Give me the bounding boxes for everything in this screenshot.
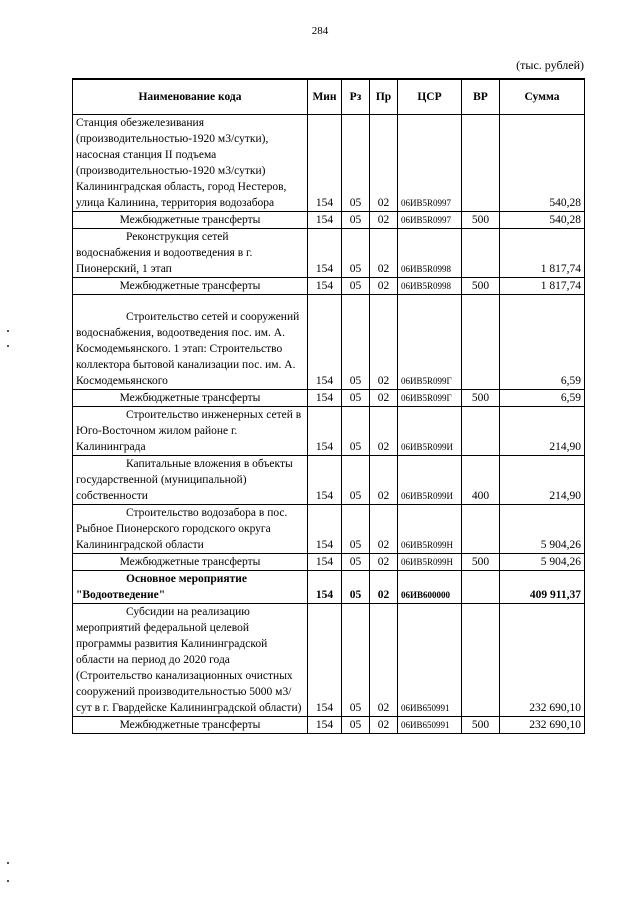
row-rz-cell: 05 [342,407,370,456]
margin-mark [7,880,9,882]
row-rz-cell: 05 [342,456,370,505]
table-row [73,390,585,407]
row-pr-cell: 02 [370,390,398,407]
row-name-cell: Межбюджетные трансферты [73,390,308,407]
row-name-cell: Строительство инженерных сетей в Юго-Восточном жилом районе г. Калининграда [73,407,308,456]
table-row [73,295,585,390]
row-name-cell: Строительство водозабора в пос. Рыбное Пионерского городского округа Калининградской области [73,505,308,554]
row-min-cell: 154 [308,407,342,456]
row-pr-cell: 02 [370,278,398,295]
row-min-cell: 154 [308,278,342,295]
row-vr-cell [462,229,500,278]
table-row [73,604,585,717]
header-pr: Пр [370,79,398,115]
row-csr-cell: 06ИВ5R0997 [398,212,462,229]
margin-mark [7,330,9,332]
row-csr-cell: 06ИВ5R0997 [398,115,462,212]
row-csr-cell: 06ИВ5R099И [398,407,462,456]
margin-mark [7,862,9,864]
row-name-cell: Станция обезжелезивания (производительностью-1920 м3/сутки), насосная станция II подъема (производительностью-1920 м3/сутки) Калининградская область, город Нестеров, улица Калинина, территория водозабора [73,115,308,212]
row-sum-cell: 5 904,26 [500,505,585,554]
row-pr-cell: 02 [370,295,398,390]
row-min-cell: 154 [308,456,342,505]
header-csr: ЦСР [398,79,462,115]
header-name: Наименование кода [73,79,308,115]
row-name-cell: Субсидии на реализацию мероприятий федеральной целевой программы развития Калининградской области на период до 2020 года (Строительство канализационных очистных сооружений производительностью 5000 м3/сут в г. Гвардейске Калининградской области) [73,604,308,717]
row-name-cell: Межбюджетные трансферты [73,278,308,295]
row-rz-cell: 05 [342,115,370,212]
row-rz-cell: 05 [342,295,370,390]
row-rz-cell: 05 [342,505,370,554]
page-number: 284 [311,25,329,37]
row-name-cell: Межбюджетные трансферты [73,554,308,571]
row-csr-cell: 06ИВ5R099Н [398,505,462,554]
row-csr-cell: 06ИВ5R099И [398,456,462,505]
table-row [73,407,585,456]
table-row [73,456,585,505]
row-pr-cell: 02 [370,456,398,505]
row-sum-cell: 6,59 [500,390,585,407]
row-sum-cell: 1 817,74 [500,229,585,278]
row-name-cell: Межбюджетные трансферты [73,717,308,734]
row-pr-cell: 02 [370,229,398,278]
row-sum-cell: 540,28 [500,212,585,229]
header-rz: Рз [342,79,370,115]
row-vr-cell: 400 [462,456,500,505]
margin-mark [7,345,9,347]
table-row [73,505,585,554]
row-sum-cell: 232 690,10 [500,604,585,717]
units-note: (тыс. рублей) [516,58,584,72]
row-name-cell: Реконструкция сетей водоснабжения и водоотведения в г. Пионерский, 1 этап [73,229,308,278]
row-name-cell: Основное мероприятие "Водоотведение" [73,571,308,604]
budget-table [72,78,585,734]
row-rz-cell: 05 [342,229,370,278]
table-row [73,571,585,604]
row-min-cell: 154 [308,505,342,554]
row-name-cell: Капитальные вложения в объекты государственной (муниципальной) собственности [73,456,308,505]
row-sum-cell: 214,90 [500,407,585,456]
row-sum-cell: 5 904,26 [500,554,585,571]
row-rz-cell: 05 [342,278,370,295]
row-pr-cell: 02 [370,212,398,229]
row-min-cell: 154 [308,717,342,734]
row-pr-cell: 02 [370,604,398,717]
row-rz-cell: 05 [342,212,370,229]
row-pr-cell: 02 [370,717,398,734]
row-sum-cell: 540,28 [500,115,585,212]
row-min-cell: 154 [308,554,342,571]
header-min: Мин [308,79,342,115]
row-csr-cell: 06ИВ600000 [398,571,462,604]
row-pr-cell: 02 [370,571,398,604]
row-min-cell: 154 [308,115,342,212]
row-sum-cell: 214,90 [500,456,585,505]
row-rz-cell: 05 [342,554,370,571]
table-row [73,212,585,229]
row-sum-cell: 409 911,37 [500,571,585,604]
row-min-cell: 154 [308,604,342,717]
row-min-cell: 154 [308,390,342,407]
row-csr-cell: 06ИВ5R099Н [398,554,462,571]
row-vr-cell [462,295,500,390]
row-vr-cell [462,505,500,554]
table-header-row [73,79,585,115]
row-csr-cell: 06ИВ5R099Г [398,295,462,390]
row-sum-cell: 232 690,10 [500,717,585,734]
row-vr-cell [462,115,500,212]
row-rz-cell: 05 [342,604,370,717]
row-min-cell: 154 [308,295,342,390]
row-rz-cell: 05 [342,390,370,407]
row-vr-cell: 500 [462,278,500,295]
row-min-cell: 154 [308,229,342,278]
row-min-cell: 154 [308,212,342,229]
row-pr-cell: 02 [370,505,398,554]
table-body [73,115,585,734]
table-row [73,717,585,734]
row-csr-cell: 06ИВ5R0998 [398,278,462,295]
row-csr-cell: 06ИВ5R099Г [398,390,462,407]
header-vr: ВР [462,79,500,115]
row-csr-cell: 06ИВ650991 [398,604,462,717]
table-row [73,229,585,278]
table-row [73,278,585,295]
row-name-cell: Межбюджетные трансферты [73,212,308,229]
row-pr-cell: 02 [370,115,398,212]
row-vr-cell: 500 [462,212,500,229]
row-vr-cell [462,604,500,717]
row-min-cell: 154 [308,571,342,604]
row-name-cell: Строительство сетей и сооружений водоснабжения, водоотведения пос. им. А. Космодемьянского. 1 этап: Строительство коллектора бытовой канализации пос. им. А. Космодемьянского [73,295,308,390]
row-pr-cell: 02 [370,407,398,456]
row-pr-cell: 02 [370,554,398,571]
row-vr-cell: 500 [462,390,500,407]
table-row [73,115,585,212]
header-sum: Сумма [500,79,585,115]
row-rz-cell: 05 [342,571,370,604]
row-vr-cell: 500 [462,554,500,571]
row-vr-cell [462,407,500,456]
row-sum-cell: 1 817,74 [500,278,585,295]
table-row [73,554,585,571]
row-vr-cell [462,571,500,604]
row-csr-cell: 06ИВ650991 [398,717,462,734]
row-sum-cell: 6,59 [500,295,585,390]
row-rz-cell: 05 [342,717,370,734]
row-vr-cell: 500 [462,717,500,734]
row-csr-cell: 06ИВ5R0998 [398,229,462,278]
